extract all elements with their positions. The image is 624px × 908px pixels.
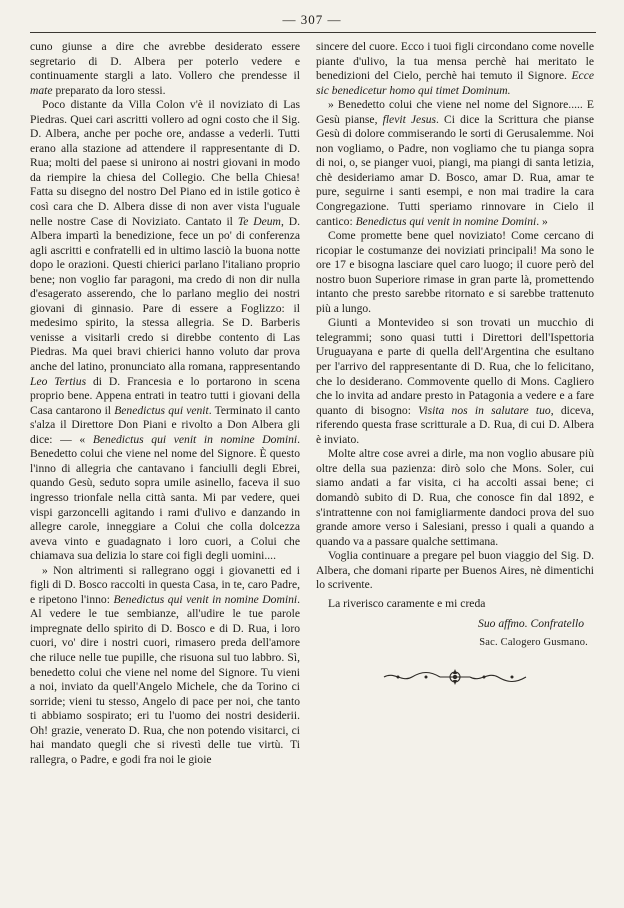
left-column (30, 40, 300, 767)
header-rule (30, 32, 596, 33)
paragraph: » Non altrimenti si rallegrano oggi i giovanetti ed i figli di D. Bosco raccolti in questa Casa, in te, caro Padre, e ripetono l'inno: Benedictus qui venit in nomine Domini. Al vedere le tue sembianze, all'udire le tue parole impregnate dello spirito di D. Bosco e di D. Rua, i loro cuori, vo' dire i nostri cuori, rimasero preda dell'amore che riluce nelle tue pupille, che risuona sul tuo labbro. Sì, benedetto colui che viene nel nome del Signore. Tu vieni a noi, inviato da quell'Angelo Michele, che da Torino ci sorride; vieni tu stesso, Angelo di pace per noi, che tanto ti abbiamo sospirato; eri tu l'uomo dei nostri desiderii. Oh! grazie, venerato D. Rua, che non potendo visitarci, ci hai mandato quegli che si rivestì delle tue virtù. Ti rallegra, o Padre, e godi fra noi le gioie (30, 563, 300, 766)
paragraph: Voglia continuare a pregare pel buon viaggio del Sig. D. Albera, che domani riparte per Buenos Aires, nè dimentichi lo scrivente. (316, 549, 594, 592)
paragraph: sincere del cuore. Ecco i tuoi figli circondano come novelle piante d'ulivo, la tua mensa perchè hai meritato le benedizioni del Cielo, perchè hai temuto il Signore. Ecce sic benedicetur homo qui timet Dominum. (316, 40, 594, 97)
page-number: — 307 — (282, 12, 342, 27)
signature: Sac. Calogero Gusmano. (479, 636, 588, 648)
ornament-divider-icon (380, 668, 530, 686)
closing-line: La riverisco caramente e mi creda (328, 596, 486, 610)
paragraph: Molte altre cose avrei a dirle, ma non voglio abusare più oltre della sua pazienza: dirò solo che Mons. Soler, cui siamo andati a far visita, ci ha accolti assai bene; ci domandò subito di D. Rua, che conosce fin dal 1892, e s'intrattenne con noi famigliarmente dandoci prova del suo grande amore verso i Salesiani, presso i quali a quando a quando va a passare qualche settimana. (316, 447, 594, 548)
paragraph: Giunti a Montevideo si son trovati un mucchio di telegrammi; sono quasi tutti i Direttori dell'Ispettoria Uruguayana e parte di quella dell'Argentina che esultano per l'arrivo del rappresentante di D. Rua, che lo felicitano, che lo desiderano. Commovente quello di Mons. Cagliero che lo invita ad andare presto in Patagonia a vedere e a fare quanto di bisogno: Visita nos in salutare tuo, diceva, riferendo questa frase scritturale a D. Rua, di cui D. Albera è inviato. (316, 316, 594, 446)
valediction: Suo affmo. Confratello (478, 617, 584, 631)
paragraph: » Benedetto colui che viene nel nome del Signore..... E Gesù pianse, flevit Jesus. Ci dice la Scrittura che pianse Gesù di dolore commiserando le sorti di Gerusalemme. Noi non vogliamo, o Padre, non vogliamo che tu pianga sopra di noi, o, se pianger vuoi, piangi, ma piangi di santa letizia, chè desideriamo amar D. Bosco, amar D. Rua, amar te pure, seguirne i santi esempi, e non mai tradire la cara Congregazione. Tutti speriamo rinnovare in Cielo il cantico: Benedictus qui venit in nomine Domini. » (316, 98, 594, 228)
paragraph: cuno giunse a dire che avrebbe desiderato essere segretario di D. Albera per poterlo vedere e continuamente stargli a lato. Vollero che prendesse il mate preparato da loro stessi. (30, 40, 300, 97)
paragraph: Poco distante da Villa Colon v'è il noviziato di Las Piedras. Quei cari ascritti vollero ad ogni costo che il Sig. D. Albera, anche per poche ore, andasse a vederli. Tutti erano alla stazione ad attendere il rappresentante di D. Rua; molti del paese si unirono ai nostri giovani in modo da riempire la chiesa del Collegio. Che bella Chiesa! Fatta su disegno del nostro Del Piano ed in istile gotico è così cara che D. Albera disse di non aver vista l'uguale nelle nostre Case di Noviziato. Cantato il Te Deum, D. Albera impartì la benedizione, fece un po' di conferenza agli ascritti e confratelli ed in ultimo lasciò la buona notte dopo le orazioni. Questi chierici parlano l'italiano proprio bene; non voglio far paragoni, ma credo di non dir nulla d'esagerato asserendo, che lo parlano meglio dei nostri giovani di ginnasio. Pare di essere a Foglizzo: il medesimo spirito, la stessa allegria. Se D. Barberis venisse a visitarli credo si direbbe contento di Las Piedras. Ma quei bravi chierici hanno voluto dar prova anche del latino, pronunciato alla romana, rappresentando Leo Tertius di D. Francesia e lo portarono in scena proprio bene. Appena entrati in teatro tutti i giovani della Casa cantarono il Benedictus qui venit. Terminato il canto s'alza il Direttore Don Piani e rivolto a Don Albera gli dice: — « Benedictus qui venit in nomine Domini. Benedetto colui che viene nel nome del Signore. È questo l'inno di allegria che cantavano i fanciulli degli Ebrei, quando Gesù, seduto sopra umile asinello, faceva il suo ingresso trionfale nella città santa. Mi par vedere, quei vispi garzoncelli agitando i rami d'ulivo e danzando in allegre carole, inneggiare a Colui che colla dolcezza aveva vinto e guadagnato i loro cuori, a Colui che chiamava sua delizia lo stare coi figli degli uomini.... (30, 98, 301, 563)
paragraph: Come promette bene quel noviziato! Come cercano di ricopiar le costumanze dei noviziati principali! Ma sono le ore 17 e bisogna lasciare quel caro luogo; il cuore però del nostro buon Superiore rimase in gran parte là, promettendo intanto che presto sarebbe ritornato e si sarebbe trattenuto più a lungo. (316, 229, 594, 315)
right-column (316, 40, 594, 686)
